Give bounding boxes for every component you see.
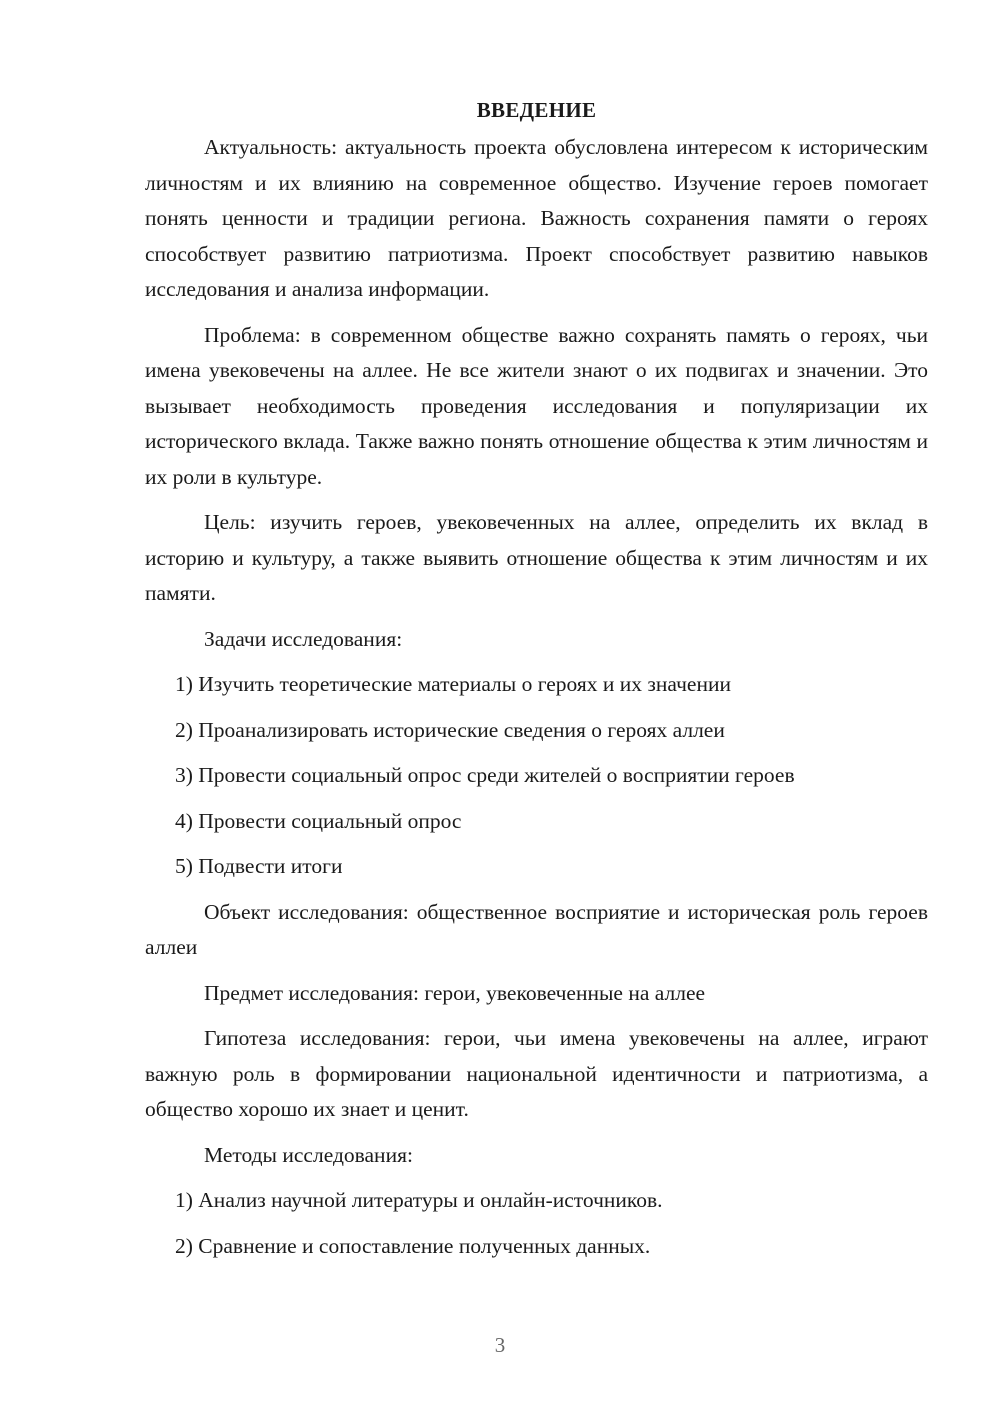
list-item: 5) Подвести итоги [175, 854, 343, 878]
object-paragraph: Объект исследования: общественное восприятие и историческая роль героев аллеи [145, 899, 928, 959]
list-item: 3) Провести социальный опрос среди жителей о восприятии героев [175, 763, 795, 787]
relevance-paragraph: Актуальность: актуальность проекта обусловлена интересом к историческим личностям и их влиянию на современное общество. Изучение героев помогает понять ценности и традиции региона. Важность сохранения памяти о героях способствует развитию патриотизма. Проект способствует развитию навыков исследования и анализа информации. [145, 135, 928, 301]
document-page [145, 92, 928, 1274]
tasks-list [145, 667, 928, 885]
list-item: 2) Сравнение и сопоставление полученных данных. [175, 1233, 651, 1258]
tasks-heading: Задачи исследования: [204, 626, 403, 651]
goal-paragraph: Цель: изучить героев, увековеченных на аллее, определить их вклад в историю и культуру, а также выявить отношение общества к этим личностям и их памяти. [145, 510, 928, 605]
list-item: 4) Провести социальный опрос [175, 808, 462, 833]
list-item: 1) Анализ научной литературы и онлайн-источников. [175, 1188, 663, 1212]
methods-list [145, 1183, 928, 1264]
list-item: 1) Изучить теоретические материалы о героях и их значении [175, 672, 731, 696]
page-number: 3 [494, 1333, 506, 1357]
hypothesis-paragraph: Гипотеза исследования: герои, чьи имена увековечены на аллее, играют важную роль в формировании национальной идентичности и патриотизма, а общество хорошо их знает и ценит. [145, 1026, 928, 1121]
subject-paragraph: Предмет исследования: герои, увековеченные на аллее [204, 980, 706, 1005]
methods-heading: Методы исследования: [204, 1142, 413, 1167]
problem-paragraph: Проблема: в современном обществе важно сохранять память о героях, чьи имена увековечены на аллее. Не все жители знают о их подвигах и значении. Это вызывает необходимость проведения исследования и популяризации их исторического вклада. Также важно понять отношение общества к этим личностям и их роли в культуре. [145, 322, 928, 489]
page-title: ВВЕДЕНИЕ [476, 98, 597, 122]
list-item: 2) Проанализировать исторические сведения о героях аллеи [175, 717, 725, 742]
